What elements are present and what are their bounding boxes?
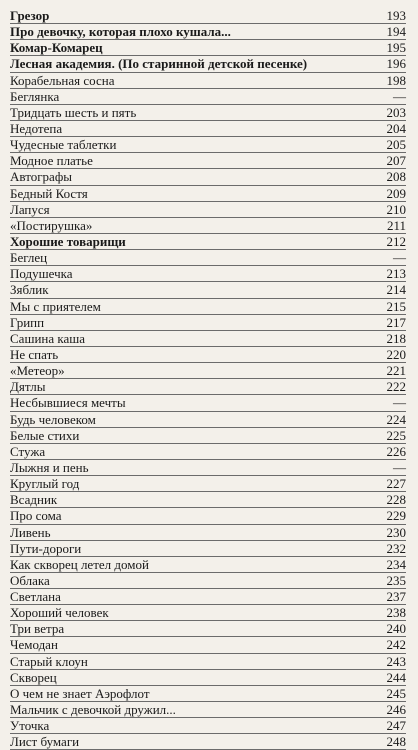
toc-row <box>10 137 406 153</box>
toc-title: Пути-дороги <box>10 540 82 556</box>
toc-page-number: — <box>393 459 406 475</box>
toc-title: Три ветра <box>10 621 65 637</box>
toc-title: Облака <box>10 572 50 588</box>
toc-row <box>10 89 406 105</box>
toc-page-number: 220 <box>386 346 406 362</box>
toc-row <box>10 605 406 621</box>
toc-title: Модное платье <box>10 153 93 169</box>
toc-page-number: 242 <box>386 637 406 653</box>
toc-row <box>10 250 406 266</box>
toc-page-number: 232 <box>386 540 406 556</box>
toc-row <box>10 169 406 185</box>
toc-row <box>10 73 406 89</box>
toc-page-number: 230 <box>386 524 406 540</box>
toc-row <box>10 202 406 218</box>
toc-page-number: 213 <box>386 266 406 282</box>
toc-page-number: 204 <box>386 120 406 136</box>
toc-page-number: 198 <box>386 72 406 88</box>
toc-row <box>10 637 406 653</box>
toc-row <box>10 654 406 670</box>
toc-page-number: 246 <box>386 702 406 718</box>
toc-title: Будь человеком <box>10 411 96 427</box>
toc-title: О чем не знает Аэрофлот <box>10 685 150 701</box>
toc-row <box>10 476 406 492</box>
toc-row <box>10 444 406 460</box>
toc-title: Комар-Комарец <box>10 40 103 56</box>
toc-title: Тридцать шесть и пять <box>10 104 137 120</box>
toc-page-number: 221 <box>386 363 406 379</box>
toc-title: Лыжня и пень <box>10 459 89 475</box>
toc-row <box>10 105 406 121</box>
toc-title: Про девочку, которая плохо кушала... <box>10 24 231 40</box>
toc-page-number: 218 <box>386 330 406 346</box>
toc-title: Подушечка <box>10 266 73 282</box>
toc-page-number: 226 <box>386 443 406 459</box>
toc-title: Грипп <box>10 314 45 330</box>
toc-title: Несбывшиеся мечты <box>10 395 126 411</box>
toc-row <box>10 186 406 202</box>
toc-row <box>10 702 406 718</box>
toc-row <box>10 589 406 605</box>
toc-page-number: 248 <box>386 734 406 750</box>
toc-title: «Постирушка» <box>10 217 93 233</box>
toc-page-number: 227 <box>386 476 406 492</box>
toc-title: Чудесные таблетки <box>10 137 117 153</box>
toc-row <box>10 40 406 56</box>
toc-row <box>10 428 406 444</box>
toc-title: Стужа <box>10 443 46 459</box>
toc-page-number: — <box>393 395 406 411</box>
toc-page-number: 243 <box>386 653 406 669</box>
toc-page-number: 228 <box>386 492 406 508</box>
toc-page-number: 222 <box>386 379 406 395</box>
toc-page-number: 225 <box>386 427 406 443</box>
toc-title: Светлана <box>10 589 61 605</box>
toc-title: Бедный Костя <box>10 185 88 201</box>
toc-page-number: 224 <box>386 411 406 427</box>
toc-row <box>10 282 406 298</box>
toc-page-number: 209 <box>386 185 406 201</box>
toc-title: Недотепа <box>10 120 63 136</box>
toc-page-number: 203 <box>386 104 406 120</box>
toc-title: Лапуся <box>10 201 50 217</box>
toc-row <box>10 734 406 750</box>
toc-row <box>10 218 406 234</box>
toc-row <box>10 299 406 315</box>
toc-title: Не спать <box>10 346 59 362</box>
toc-row <box>10 8 406 24</box>
toc-title: Дятлы <box>10 379 46 395</box>
toc-page-number: 237 <box>386 589 406 605</box>
toc-title: Как скворец летел домой <box>10 556 149 572</box>
toc-row <box>10 670 406 686</box>
toc-row <box>10 508 406 524</box>
toc-page-number: 238 <box>386 605 406 621</box>
toc-row <box>10 24 406 40</box>
toc-row <box>10 492 406 508</box>
toc-row <box>10 557 406 573</box>
toc-page-number: 229 <box>386 508 406 524</box>
toc-row <box>10 395 406 411</box>
toc-title: Корабельная сосна <box>10 72 115 88</box>
toc-row <box>10 541 406 557</box>
toc-title: Про сома <box>10 508 62 524</box>
toc-row <box>10 121 406 137</box>
toc-title: Мы с приятелем <box>10 298 101 314</box>
toc-row <box>10 525 406 541</box>
toc-title: Лесная академия. (По старинной детской песенке) <box>10 56 308 72</box>
toc-row <box>10 315 406 331</box>
toc-title: Беглянка <box>10 88 60 104</box>
toc-page-number: 240 <box>386 621 406 637</box>
toc-row <box>10 573 406 589</box>
toc-page-number: 195 <box>386 40 406 56</box>
toc-page-number: 215 <box>386 298 406 314</box>
toc-page-number: 211 <box>386 217 406 233</box>
toc-row <box>10 621 406 637</box>
toc-row <box>10 379 406 395</box>
toc-title: Хорошие товарищи <box>10 233 126 249</box>
toc-page-number: 207 <box>386 153 406 169</box>
toc-row <box>10 363 406 379</box>
toc-page-number: 214 <box>386 282 406 298</box>
toc-title: Хороший человек <box>10 605 109 621</box>
toc-row <box>10 234 406 250</box>
toc-title: Ливень <box>10 524 51 540</box>
toc-page-number: 212 <box>386 233 406 249</box>
toc-title: Уточка <box>10 718 50 734</box>
toc-page-number: 210 <box>386 201 406 217</box>
toc-row <box>10 460 406 476</box>
toc-title: Беглец <box>10 250 48 266</box>
toc-page-number: 245 <box>386 685 406 701</box>
toc-title: Всадник <box>10 492 58 508</box>
toc-title: Автографы <box>10 169 72 185</box>
toc-title: «Метеор» <box>10 363 65 379</box>
toc-title: Сашина каша <box>10 330 86 346</box>
toc-page-number: 217 <box>386 314 406 330</box>
toc-title: Чемодан <box>10 637 58 653</box>
toc-title: Круглый год <box>10 476 80 492</box>
toc-page-number: 194 <box>386 24 406 40</box>
toc-row <box>10 347 406 363</box>
toc-title: Грезор <box>10 8 50 23</box>
toc-row <box>10 412 406 428</box>
toc-row <box>10 56 406 72</box>
toc-row <box>10 266 406 282</box>
toc-page-number: 234 <box>386 556 406 572</box>
toc-page-number: 205 <box>386 137 406 153</box>
table-of-contents <box>10 8 406 750</box>
toc-page-number: 193 <box>386 8 406 23</box>
toc-title: Зяблик <box>10 282 49 298</box>
toc-title: Мальчик с девочкой дружил... <box>10 702 176 718</box>
toc-page-number: 208 <box>386 169 406 185</box>
toc-page-number: 235 <box>386 572 406 588</box>
toc-title: Лист бумаги <box>10 734 80 750</box>
toc-row <box>10 331 406 347</box>
toc-row <box>10 153 406 169</box>
toc-title: Скворец <box>10 669 57 685</box>
toc-page-number: 244 <box>386 669 406 685</box>
toc-page-number: — <box>393 88 406 104</box>
toc-page-number: 196 <box>386 56 406 72</box>
toc-page-number: — <box>393 250 406 266</box>
toc-title: Белые стихи <box>10 427 80 443</box>
toc-row <box>10 718 406 734</box>
toc-title: Старый клоун <box>10 653 88 669</box>
toc-page-number: 247 <box>386 718 406 734</box>
